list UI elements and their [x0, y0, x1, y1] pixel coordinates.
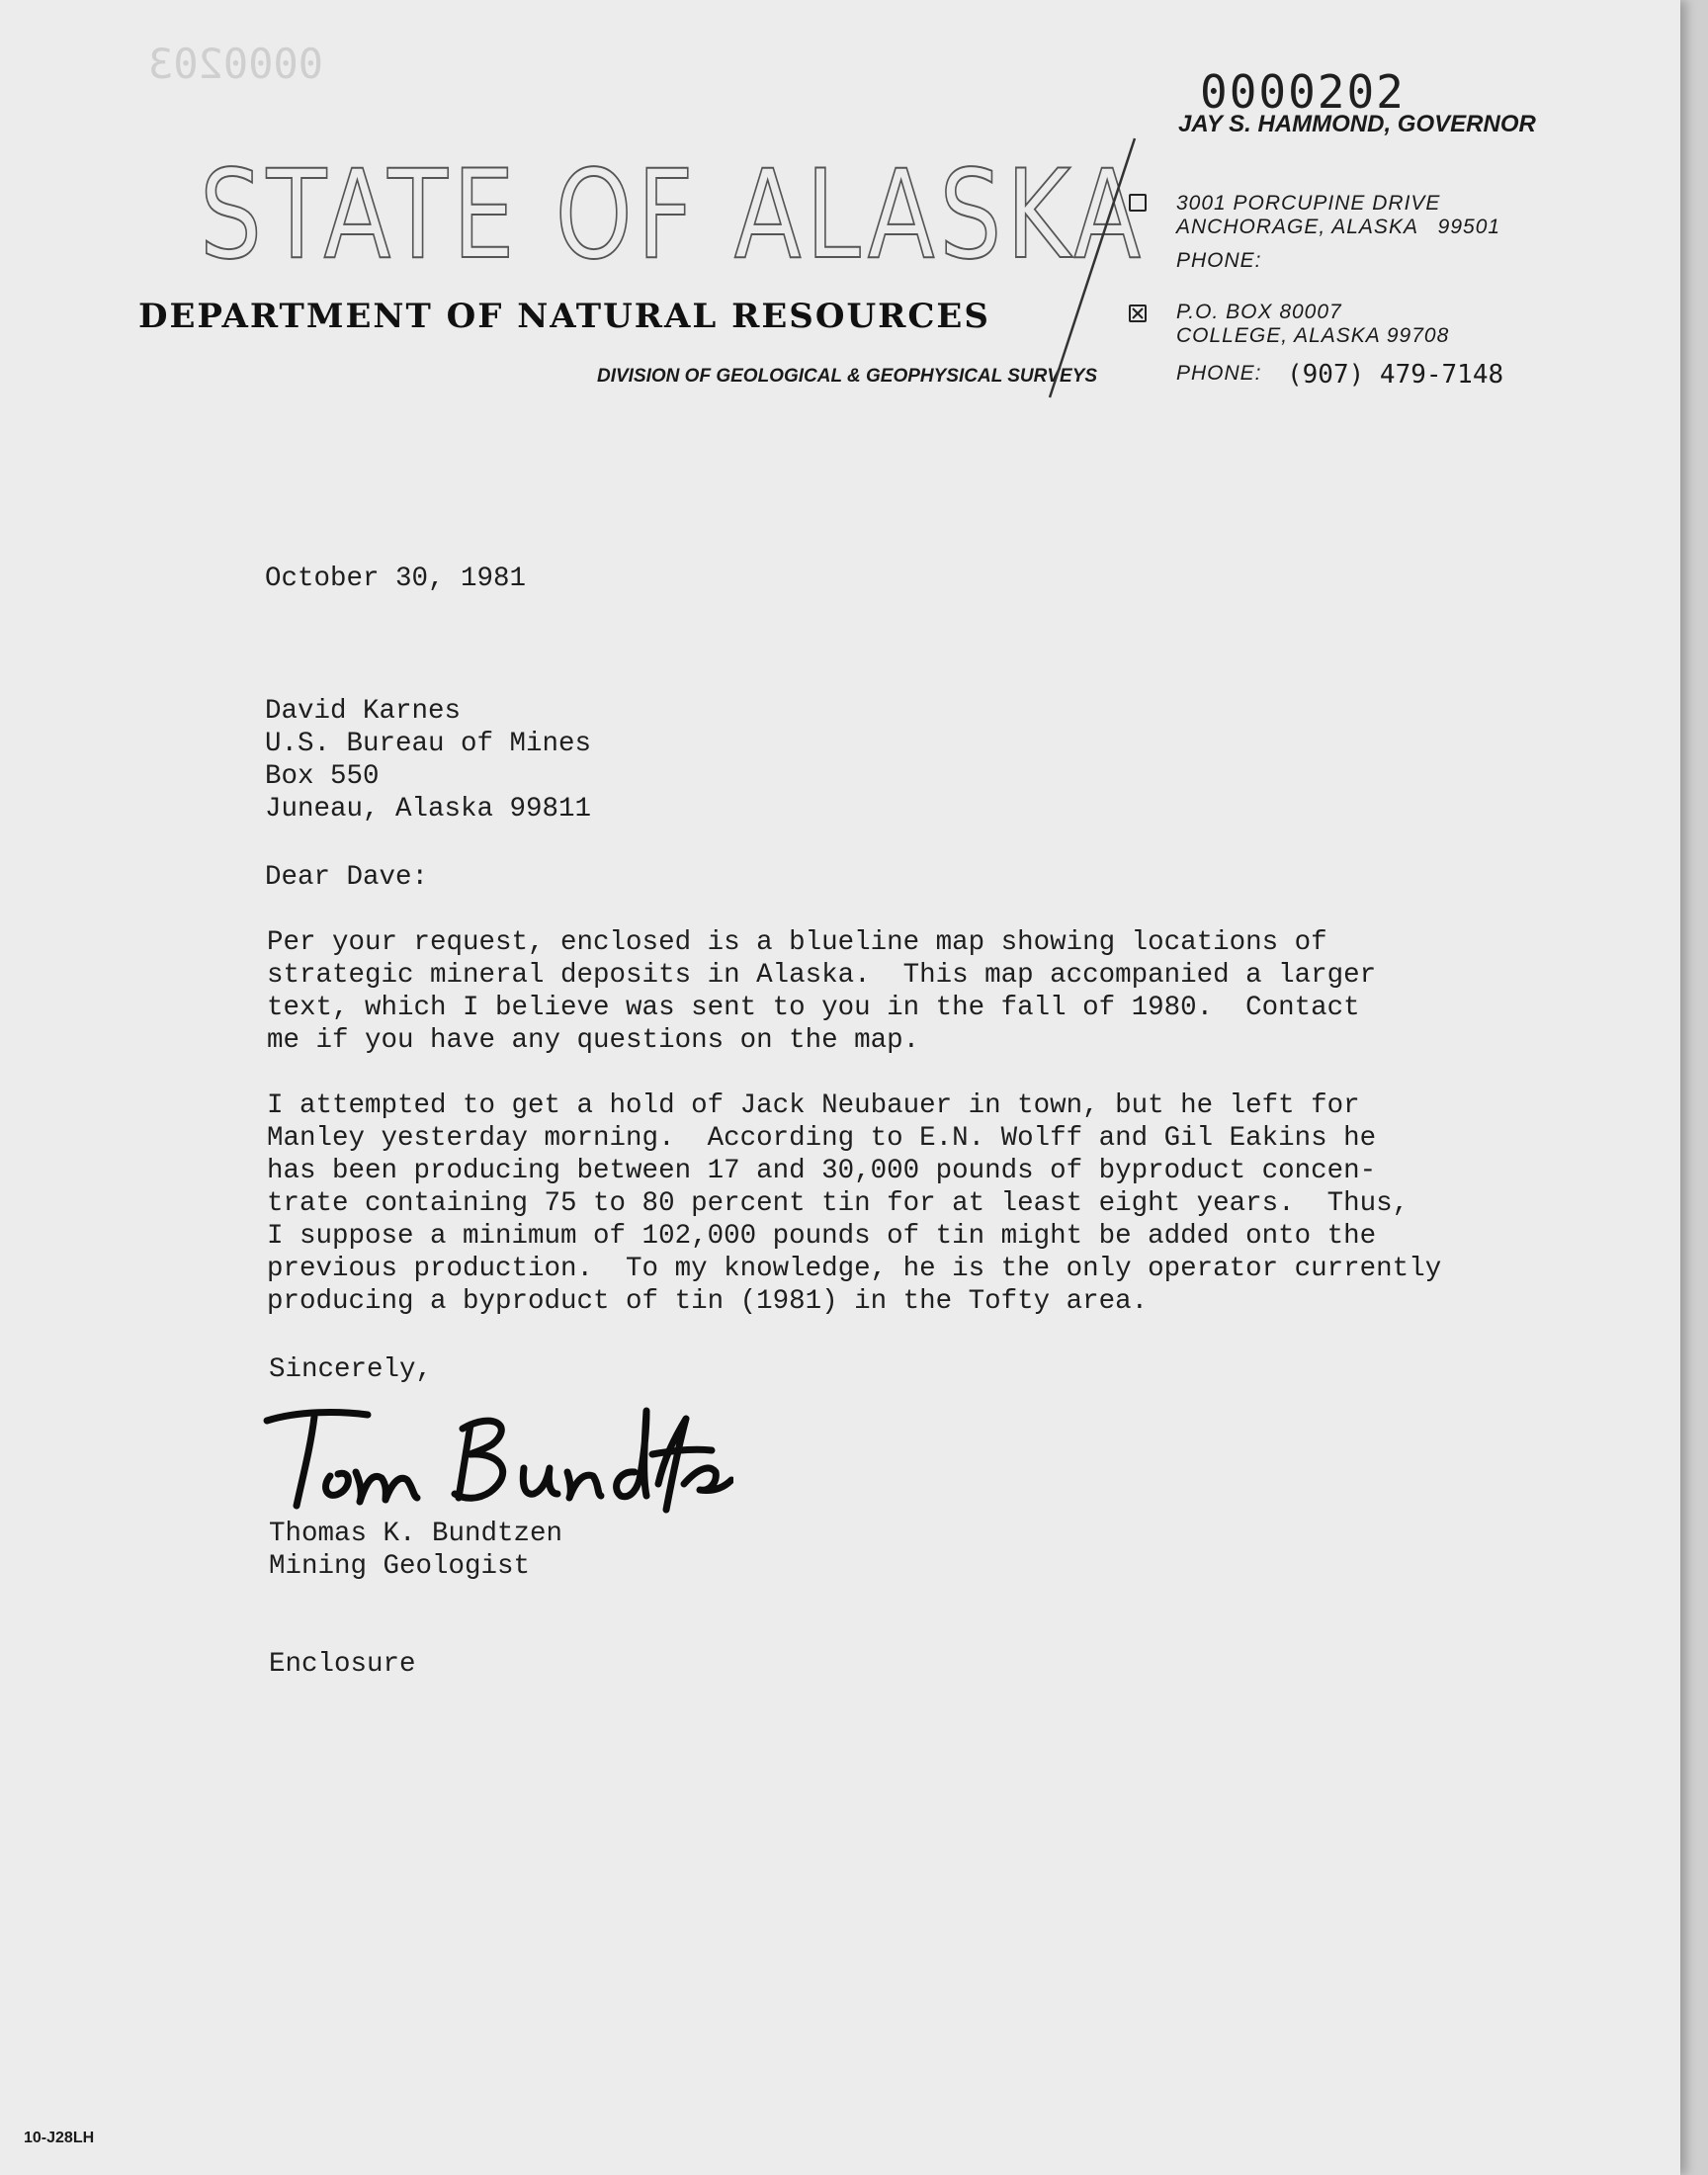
address-college-line2: COLLEGE, ALASKA 99708: [1176, 324, 1450, 347]
address-college-checkbox: [1129, 304, 1147, 322]
paragraph2-line-2: Manley yesterday morning. According to E.N. Wolff and Gil Eakins he: [267, 1123, 1377, 1154]
address-anchorage-checkbox: [1129, 194, 1147, 212]
paragraph2-line-3: has been producing between 17 and 30,000 pounds of byproduct concen-: [267, 1156, 1377, 1186]
recipient-line-3: Box 550: [265, 761, 380, 792]
enclosure-note: Enclosure: [269, 1649, 416, 1680]
form-code: 10-J28LH: [24, 2130, 95, 2146]
salutation: Dear Dave:: [265, 862, 429, 893]
paragraph2-line-5: I suppose a minimum of 102,000 pounds of tin might be added onto the: [267, 1221, 1377, 1252]
letter-date: October 30, 1981: [265, 564, 527, 594]
signer-name: Thomas K. Bundtzen: [269, 1519, 563, 1549]
paragraph1-line-2: strategic mineral deposits in Alaska. This map accompanied a larger: [267, 960, 1377, 991]
document-number: 0000202: [1200, 65, 1406, 119]
paragraph1-line-1: Per your request, enclosed is a blueline map showing locations of: [267, 927, 1327, 958]
division-name: DIVISION OF GEOLOGICAL & GEOPHYSICAL SURVEYS: [597, 366, 1098, 387]
department-name: DEPARTMENT OF NATURAL RESOURCES: [138, 297, 990, 336]
ghost-doc-number: 0000203: [148, 40, 324, 88]
paragraph2-line-4: trate containing 75 to 80 percent tin for at least eight years. Thus,: [267, 1188, 1409, 1219]
state-title: STATE OF ALASKA: [200, 144, 1146, 287]
recipient-line-1: David Karnes: [265, 696, 462, 727]
governor-name: JAY S. HAMMOND, GOVERNOR: [1178, 111, 1536, 137]
address-anchorage-phone-label: PHONE:: [1176, 249, 1262, 272]
closing: Sincerely,: [269, 1354, 433, 1385]
paragraph2-line-7: producing a byproduct of tin (1981) in the Tofty area.: [267, 1286, 1149, 1317]
paragraph2-line-1: I attempted to get a hold of Jack Neubauer in town, but he left for: [267, 1090, 1360, 1121]
address-college-line1: P.O. BOX 80007: [1176, 301, 1342, 323]
check-mark-icon: [1131, 306, 1145, 320]
recipient-line-2: U.S. Bureau of Mines: [265, 729, 592, 759]
recipient-line-4: Juneau, Alaska 99811: [265, 794, 592, 825]
paragraph1-line-4: me if you have any questions on the map.: [267, 1025, 920, 1056]
signer-title: Mining Geologist: [269, 1551, 531, 1582]
handwritten-signature: [259, 1389, 733, 1518]
address-college-phone-number: (907) 479-7148: [1287, 360, 1504, 390]
paragraph1-line-3: text, which I believe was sent to you in the fall of 1980. Contact: [267, 993, 1360, 1023]
address-anchorage-line1: 3001 PORCUPINE DRIVE: [1176, 192, 1441, 215]
paragraph2-line-6: previous production. To my knowledge, he is the only operator currently: [267, 1254, 1442, 1284]
address-college-phone-label: PHONE:: [1176, 362, 1262, 385]
address-anchorage-line2: ANCHORAGE, ALASKA 99501: [1176, 216, 1501, 238]
